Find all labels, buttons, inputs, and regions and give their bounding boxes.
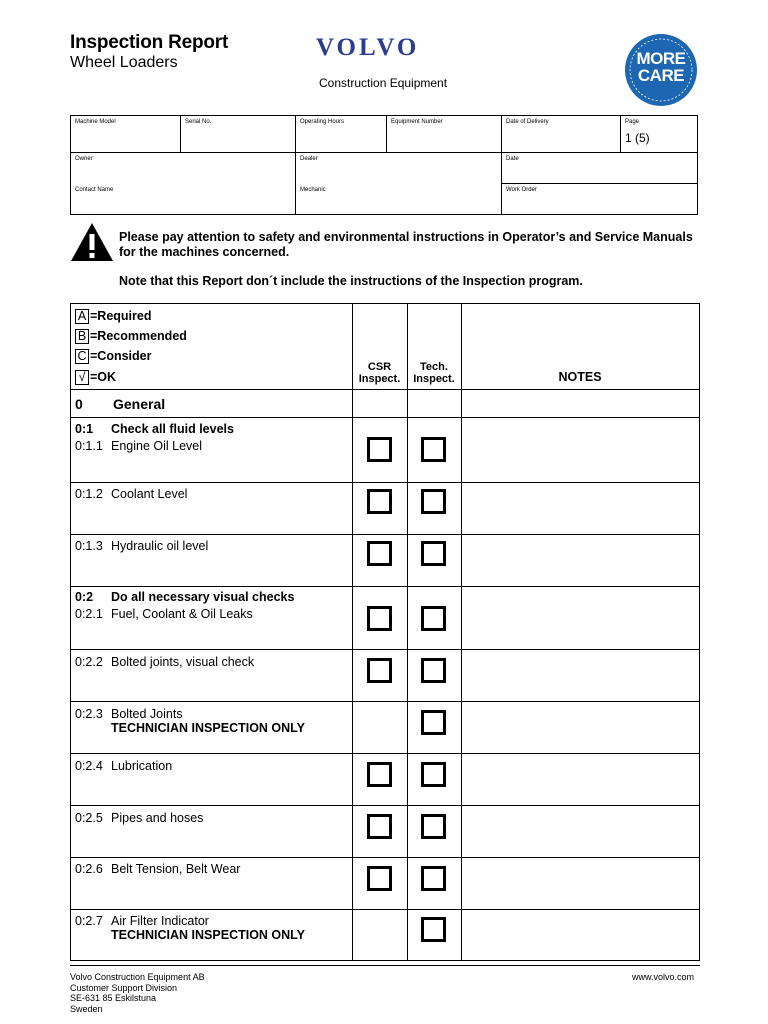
badge-line-1: MORE — [636, 49, 686, 68]
work-order-field[interactable]: Work Order — [502, 184, 698, 215]
equipment-number-field[interactable]: Equipment Number — [387, 116, 502, 153]
tech-checkbox[interactable] — [421, 489, 446, 514]
legend-item: C =Consider — [75, 349, 151, 364]
mechanic-field[interactable]: Mechanic — [296, 184, 502, 215]
warning-icon — [70, 222, 114, 262]
owner-field[interactable]: Owner — [71, 153, 296, 184]
operating-hours-field[interactable]: Operating Hours — [296, 116, 387, 153]
list-item: 0:2.7 Air Filter Indicator TECHNICIAN INSPECTION ONLY — [75, 914, 306, 942]
list-item: 0:2.1 Fuel, Coolant & Oil Leaks — [75, 607, 253, 621]
footer-website[interactable]: www.volvo.com — [632, 972, 695, 982]
section-general: 0 General — [75, 396, 166, 412]
csr-checkbox[interactable] — [367, 541, 392, 566]
csr-inspect-header: CSR Inspect. — [358, 361, 401, 385]
machine-model-field[interactable]: Machine Model — [71, 116, 181, 153]
tech-checkbox[interactable] — [421, 541, 446, 566]
tech-checkbox[interactable] — [421, 917, 446, 942]
csr-checkbox[interactable] — [367, 606, 392, 631]
subsection-visual-checks: 0:2 Do all necessary visual checks — [75, 590, 295, 604]
subsection-fluid-levels: 0:1 Check all fluid levels — [75, 422, 234, 436]
safety-warning: Please pay attention to safety and environmental instructions in Operator’s and Service Manuals for the machines concerned. — [119, 230, 693, 259]
list-item: 0:2.3 Bolted Joints TECHNICIAN INSPECTION ONLY — [75, 707, 306, 735]
brand-subtitle: Construction Equipment — [319, 76, 448, 90]
tech-checkbox[interactable] — [421, 437, 446, 462]
csr-checkbox[interactable] — [367, 866, 392, 891]
badge-line-2: CARE — [637, 66, 685, 85]
date-of-delivery-field[interactable]: Date of Delivery — [502, 116, 621, 153]
csr-checkbox[interactable] — [367, 814, 392, 839]
list-item: 0:1.1 Engine Oil Level — [75, 439, 203, 453]
csr-checkbox[interactable] — [367, 437, 392, 462]
csr-checkbox[interactable] — [367, 658, 392, 683]
volvo-logo: VOLVO — [316, 34, 420, 61]
tech-checkbox[interactable] — [421, 606, 446, 631]
machine-info-table — [70, 115, 698, 215]
serial-no-field[interactable]: Serial No. — [181, 116, 296, 153]
notes-header: NOTES — [558, 370, 602, 384]
page-field: Page 1 (5) — [621, 116, 698, 153]
list-item: 0:2.5 Pipes and hoses — [75, 811, 204, 825]
tech-checkbox[interactable] — [421, 710, 446, 735]
list-item: 0:2.6 Belt Tension, Belt Wear — [75, 862, 241, 876]
tech-checkbox[interactable] — [421, 866, 446, 891]
csr-checkbox[interactable] — [367, 489, 392, 514]
tech-checkbox[interactable] — [421, 658, 446, 683]
inspection-table — [70, 303, 700, 961]
list-item: 0:2.4 Lubrication — [75, 759, 173, 773]
legend-item: √ =OK — [75, 370, 116, 385]
footer-divider — [70, 965, 700, 966]
report-subtitle: Wheel Loaders — [70, 54, 178, 71]
list-item: 0:1.3 Hydraulic oil level — [75, 539, 209, 553]
contact-name-field[interactable]: Contact Name — [71, 184, 296, 215]
page-value: 1 (5) — [625, 131, 650, 145]
tech-inspect-header: Tech. Inspect. — [413, 361, 455, 385]
legend-item: B =Recommended — [75, 329, 187, 344]
more-care-badge — [625, 34, 697, 106]
tech-checkbox[interactable] — [421, 762, 446, 787]
csr-checkbox[interactable] — [367, 762, 392, 787]
list-item: 0:2.2 Bolted joints, visual check — [75, 655, 255, 669]
footer-address: Volvo Construction Equipment AB Customer Support Division SE-631 85 Eskilstuna Sweden — [70, 972, 205, 1014]
legend-item: A =Required — [75, 309, 151, 324]
list-item: 0:1.2 Coolant Level — [75, 487, 188, 501]
dealer-field[interactable]: Dealer — [296, 153, 502, 184]
report-note: Note that this Report don´t include the instructions of the Inspection program. — [119, 274, 583, 288]
report-title: Inspection Report — [70, 32, 229, 53]
date-field[interactable]: Date — [502, 153, 698, 184]
tech-checkbox[interactable] — [421, 814, 446, 839]
